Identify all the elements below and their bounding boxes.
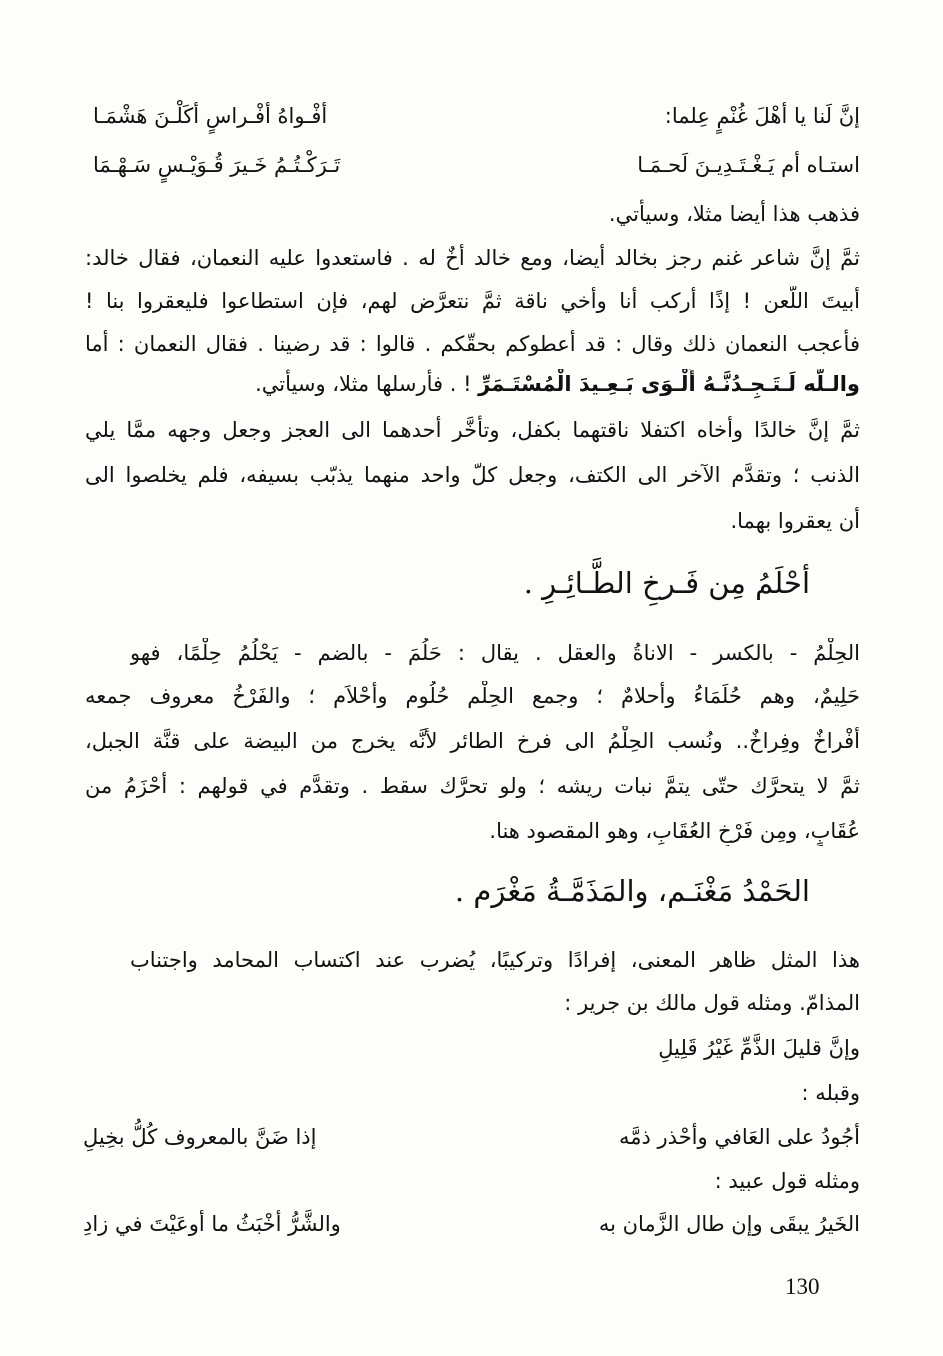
verse-1-first-hemistich: إنَّ لَنا يا أهْلَ غُنْمٍ عِلما: bbox=[664, 104, 860, 128]
paragraph-line: فذهب هذا أيضا مثلا، وسيأتي. bbox=[608, 202, 860, 226]
paragraph-line: الحِلْمُ - بالكسر - الاناةُ والعقل . يقال : حَلُمَ - بالضم - يَحْلُمُ حِلْمًا، فهو bbox=[130, 641, 860, 665]
paragraph-line: الذنب ؛ وتقدَّم الآخر الى الكتف، وجعل كلّ واحد منهما يذبّب بسيفه، فلم يخلصوا الى bbox=[85, 463, 860, 487]
verse-5-first-hemistich: الخَيرُ يبقَى وإن طال الزَّمان به bbox=[598, 1212, 860, 1236]
verse-2-second-hemistich: تَـرَكْـتُـمُ خَـيرَ قُـوَيْـسٍ سَـهْـمَا bbox=[93, 153, 341, 177]
paragraph-line: أبيتَ اللّعن ! إذًا أركب أنا وأخي ناقة ثمَّ نتعرَّض لهم، فإن استطاعوا فليعقروا بنا ! bbox=[85, 289, 860, 313]
verse-1-second-hemistich: أفْـواهُ أفْـراسٍ أكَلْـنَ هَشْمَـا bbox=[93, 104, 328, 128]
paragraph-line: عُقَابٍ، ومِن فَرْخِ العُقَابِ، وهو المقصود هنا. bbox=[489, 819, 860, 843]
proverb-heading: أحْلَمُ مِن فَـرخِ الطَّـائِـرِ . bbox=[523, 566, 810, 600]
paragraph-line: أن يعقروا بهما. bbox=[730, 509, 860, 533]
verse-5-second-hemistich: والشَّرُّ أخْبَثُ ما أوعَيْتَ في زادِ bbox=[83, 1212, 341, 1236]
proverb-inline: والـلّه لَـتَـجِـدُنَّـهُ أَلْـوَى بَـعِـيدَ الْمُسْتَـمَرِّ bbox=[478, 372, 860, 396]
proverb-heading: الحَمْدُ مَغْنَـم، والمَذَمَّـةُ مَغْرَم . bbox=[454, 874, 810, 908]
verse-4-first-hemistich: أجُودُ على العَافي وأحْذر ذمَّه bbox=[619, 1125, 860, 1149]
paragraph-line: ومثله قول عبيد : bbox=[714, 1169, 860, 1193]
page-number: 130 bbox=[785, 1274, 820, 1299]
paragraph-line: ثمَّ إنَّ خالدًا وأخاه اكتفلا ناقتهما بكفل، وتأخَّر أحدهما الى العجز وجعل وجهه ممَّا يلي bbox=[85, 418, 860, 442]
paragraph-line: ثمَّ إنَّ شاعر غنم رجز بخالد أيضا، ومع خالد أخٌ له . فاستعدوا عليه النعمان، فقال خالد: bbox=[85, 246, 860, 270]
paragraph-line: وقبله : bbox=[801, 1081, 860, 1105]
paragraph-line: المذامّ. ومثله قول مالك بن جرير : bbox=[564, 991, 860, 1015]
paragraph-line: أفْراخٌ وفِراخٌ.. ونُسب الحِلْمُ الى فرخ الطائر لأنَّه يخرج من البيضة على قنَّة الجبل، bbox=[85, 729, 860, 753]
paragraph-text: ! . فأرسلها مثلا، وسيأتي. bbox=[255, 372, 479, 396]
verse-4-second-hemistich: إذا ضَنَّ بالمعروف كُلُّ بخِيلِ bbox=[83, 1125, 317, 1149]
paragraph-line: ثمَّ لا يتحرَّك حتّى يتمَّ نبات ريشه ؛ ولو تحرَّك سقط . وتقدَّم في قولهم : أحْزَمُ من bbox=[85, 774, 860, 798]
verse-2-first-hemistich: استـاه أم يَـغْـتَـدِيـنَ لَحـمَـا bbox=[637, 153, 860, 177]
verse-line: وإنَّ قليلَ الذَّمِّ غَيْرُ قَلِيلِ bbox=[658, 1036, 860, 1060]
paragraph-line: فأعجب النعمان ذلك وقال : قد أعطوكم بحقّكم . قالوا : قد رضينا . فقال النعمان : أما bbox=[85, 332, 860, 356]
paragraph-line bbox=[85, 369, 860, 399]
paragraph-line: حَلِيمٌ، وهم حُلَمَاءُ وأحلامٌ ؛ وجمع الحِلْم حُلُوم وأحْلاَم ؛ والفَرْخُ معروف جمعه bbox=[85, 684, 860, 708]
paragraph-line: هذا المثل ظاهر المعنى، إفرادًا وتركيبًا، يُضرب عند اكتساب المحامد واجتناب bbox=[130, 948, 860, 972]
